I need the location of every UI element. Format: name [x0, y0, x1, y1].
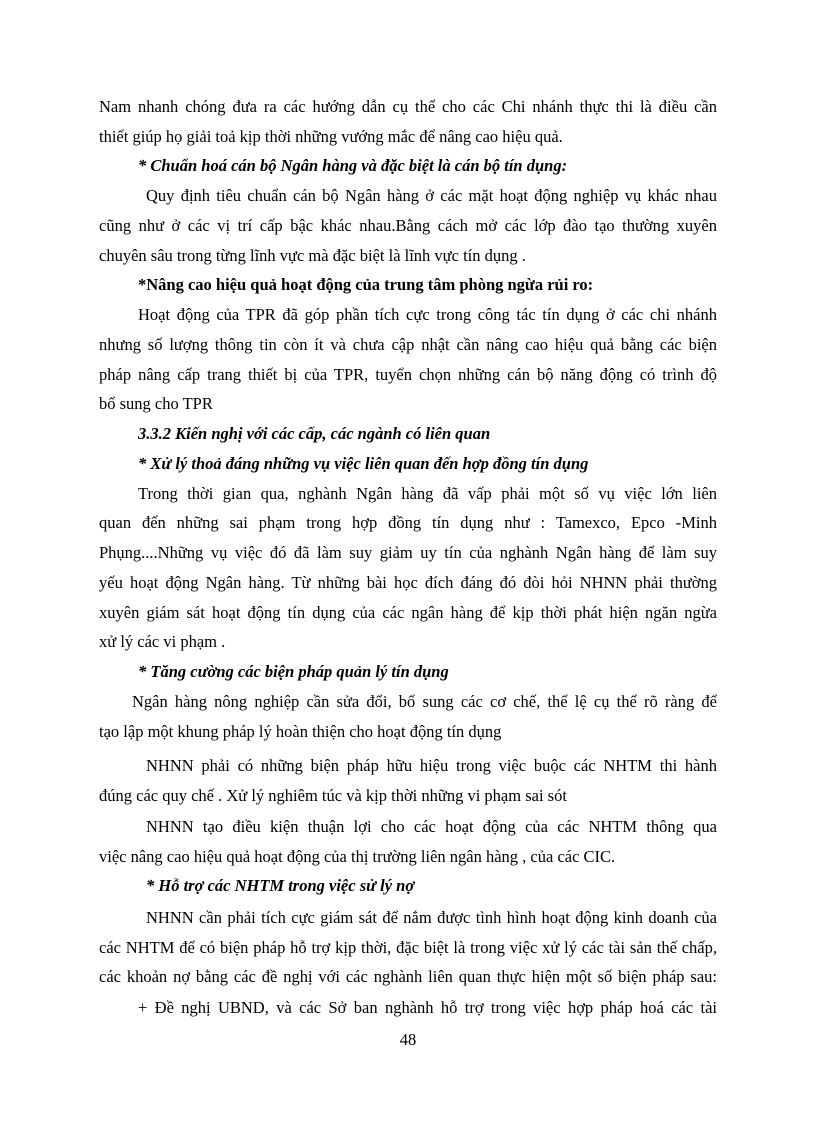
section-heading: * Tăng cường các biện pháp quản lý tín dụng	[138, 662, 449, 681]
page-number: 48	[399, 1030, 417, 1049]
paragraph-line: cũng như ở các vị trí cấp bậc khác nhau.Bằng cách mở các lớp đào tạo thường xuyên	[99, 216, 717, 235]
paragraph-line: bổ sung cho TPR	[99, 394, 213, 413]
paragraph-line: pháp nâng cấp trang thiết bị của TPR, tuyển chọn những cán bộ năng động có trình độ	[99, 365, 717, 384]
paragraph-line: Hoạt động của TPR đã góp phần tích cực trong công tác tín dụng ở các chi nhánh	[138, 305, 717, 324]
section-heading: * Hỗ trợ các NHTM trong việc sử lý nợ	[146, 876, 415, 895]
paragraph-line: Phụng....Những vụ việc đó đã làm suy giảm uy tín của nghành Ngân hàng để làm suy	[99, 543, 717, 562]
paragraph-line: NHNN cần phải tích cực giám sát để nắm được tình hình hoạt động kinh doanh của	[146, 908, 717, 927]
paragraph-line: NHNN phải có những biện pháp hữu hiệu trong việc buộc các NHTM thi hành	[146, 756, 717, 775]
paragraph-line: việc nâng cao hiệu quả hoạt động của thị trường liên ngân hàng , của các CIC.	[99, 847, 616, 866]
paragraph-line: tạo lập một khung pháp lý hoàn thiện cho hoạt động tín dụng	[99, 722, 502, 741]
paragraph-line: thiết giúp họ giải toả kịp thời những vướng mắc để nâng cao hiệu quả.	[99, 127, 563, 146]
section-heading: * Xử lý thoả đáng những vụ việc liên quan đến hợp đồng tín dụng	[138, 454, 589, 473]
paragraph-line: Ngân hàng nông nghiệp cần sửa đổi, bổ sung các cơ chế, thể lệ cụ thể rõ ràng để	[132, 692, 717, 711]
paragraph-line: Trong thời gian qua, nghành Ngân hàng đã vấp phải một số vụ việc lớn liên	[138, 484, 717, 503]
paragraph-line: Nam nhanh chóng đưa ra các hướng dẫn cụ thể cho các Chi nhánh thực thi là điều cần	[99, 97, 717, 116]
paragraph-line: nhưng số lượng thông tin còn ít và chưa cập nhật cần nâng cao hiệu quả bằng các biện	[99, 335, 717, 354]
paragraph-line: Quy định tiêu chuẩn cán bộ Ngân hàng ở các mặt hoạt động nghiệp vụ khác nhau	[146, 186, 717, 205]
paragraph-line: yếu hoạt động Ngân hàng. Từ những bài học đích đáng đó đòi hỏi NHNN phải thường	[99, 573, 717, 592]
paragraph-line: + Đề nghị UBND, và các Sở ban nghành hỗ trợ trong việc hợp pháp hoá các tài	[138, 998, 717, 1017]
section-heading: * Chuẩn hoá cán bộ Ngân hàng và đặc biệt là cán bộ tín dụng:	[138, 156, 568, 175]
section-heading: *Nâng cao hiệu quả hoạt động của trung tâm phòng ngừa rủi ro:	[138, 275, 594, 294]
paragraph-line: chuyên sâu trong từng lĩnh vực mà đặc biệt là lĩnh vực tín dụng .	[99, 246, 526, 265]
paragraph-line: xuyên giám sát hoạt động tín dụng của các ngân hàng để kịp thời phát hiện ngăn ngừa	[99, 603, 717, 622]
section-heading: 3.3.2 Kiến nghị với các cấp, các ngành có liên quan	[138, 424, 491, 443]
paragraph-line: các khoản nợ bằng các đề nghị với các nghành liên quan thực hiện một số biện pháp sau:	[99, 967, 717, 986]
paragraph-line: các NHTM để có biện pháp hỗ trợ kịp thời, đặc biệt là trong việc xử lý các tài sản thế chấp,	[99, 938, 717, 957]
paragraph-line: quan đến những sai phạm trong hợp đồng tín dụng như : Tamexco, Epco -Minh	[99, 513, 717, 532]
paragraph-line: xử lý các vi phạm .	[99, 632, 226, 651]
paragraph-line: NHNN tạo điều kiện thuận lợi cho các hoạt động của các NHTM thông qua	[146, 817, 717, 836]
paragraph-line: đúng các quy chế . Xử lý nghiêm túc và kịp thời những vi phạm sai sót	[99, 786, 567, 805]
